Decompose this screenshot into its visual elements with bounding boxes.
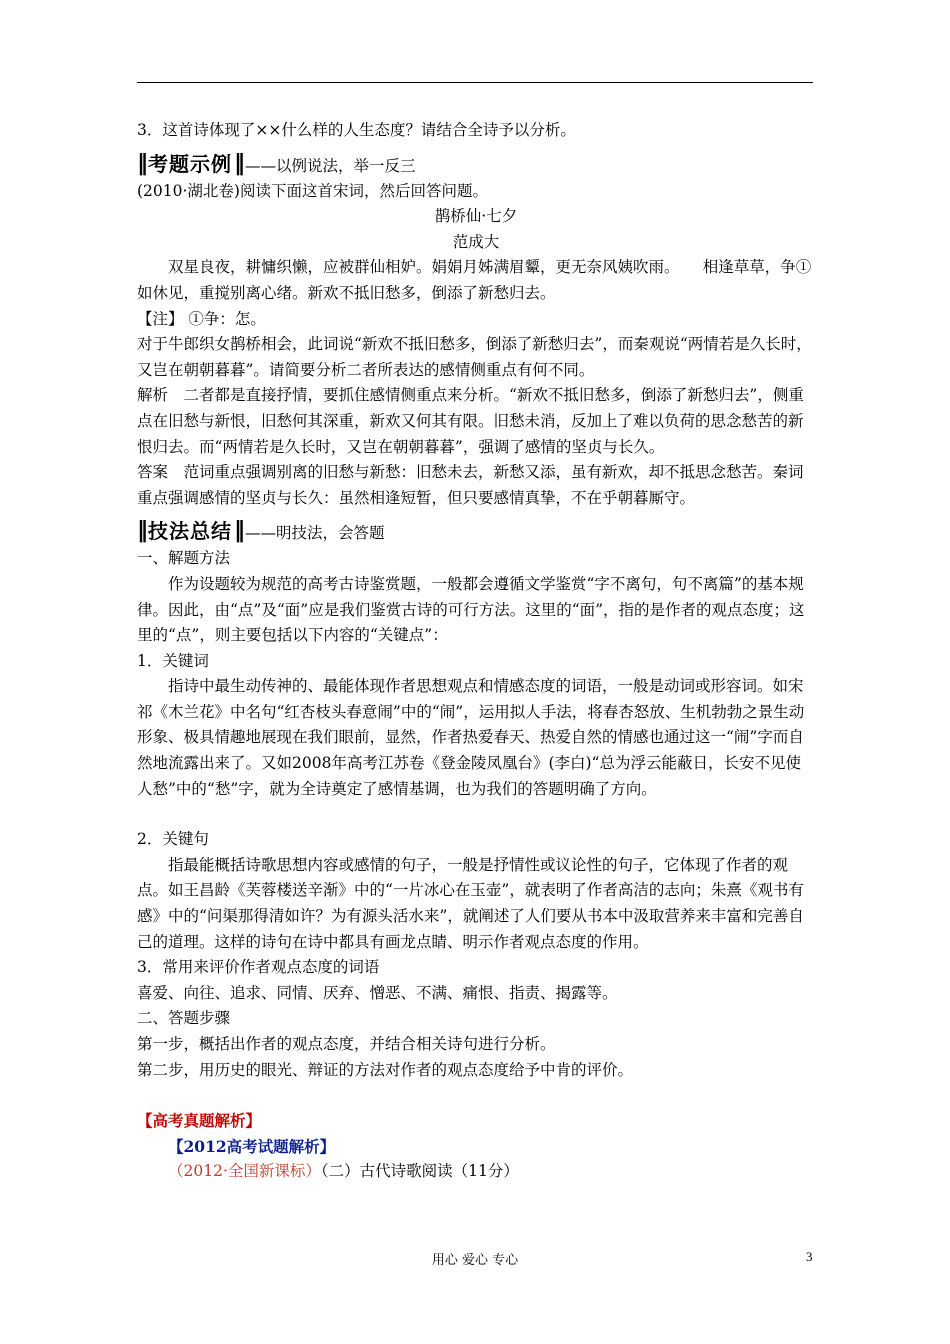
keyword-heading: 1．关键词 xyxy=(137,651,209,670)
spacer xyxy=(137,1083,815,1108)
example-analysis: 解析 二者都是直接抒情，要抓住感情侧重点来分析。“新欢不抵旧愁多，倒添了新愁归去”，侧重点在旧愁与新恨，旧愁何其深重，新欢又何其有限。旧愁未消，反加上了难以负荷的思念愁苦的新恨归去。而“两情若是久长时，又岂在朝朝暮暮”，强调了感情的坚贞与长久。 xyxy=(137,386,804,456)
poem-title: 鹊桥仙·七夕 xyxy=(434,207,518,226)
section-bar-right: ‖ xyxy=(234,518,243,544)
section-bar-left: ‖ xyxy=(137,518,146,544)
gaokao-source-rest: （二）古代诗歌阅读（11分） xyxy=(320,1162,519,1181)
section-subtitle-techniques: ——明技法，会答题 xyxy=(245,524,385,543)
question-3: 3．这首诗体现了××什么样的人生态度？请结合全诗予以分析。 xyxy=(137,121,576,139)
section-title-techniques: 技法总结 xyxy=(148,519,232,544)
example-question: 对于牛郎织女鹊桥相会，此词说“新欢不抵旧愁多，倒添了新愁归去”，而秦观说“两情若是久长时，又岂在朝朝暮暮”。请简要分析二者所表达的感情侧重点有何不同。 xyxy=(137,335,812,379)
method-paragraph: 作为设题较为规范的高考古诗鉴赏题，一般都会遵循文学鉴赏“字不离句，句不离篇”的基本规律。因此，由“点”及“面”应是我们鉴赏古诗的可行方法。这里的“面”，指的是作者的观点态度；这里的“点”，则主要包括以下内容的“关键点”： xyxy=(137,574,805,645)
spacer xyxy=(137,802,815,827)
step-1: 第一步，概括出作者的观点态度，并结合相关诗句进行分析。 xyxy=(137,1035,556,1053)
poem-note: 【注】 ①争：怎。 xyxy=(137,309,266,328)
section-title-examples: 考题示例 xyxy=(148,151,232,176)
section-subtitle-examples: ——以例说法，举一反三 xyxy=(245,156,416,175)
gaokao-heading: 【高考真题解析】 xyxy=(137,1111,262,1131)
section-header-techniques xyxy=(137,513,815,545)
header-rule xyxy=(137,82,813,83)
page-number: 3 xyxy=(806,1249,813,1264)
section-bar-left: ‖ xyxy=(137,150,146,176)
example-intro: (2010·湖北卷)阅读下面这首宋词，然后回答问题。 xyxy=(137,181,488,200)
method-heading: 一、解题方法 xyxy=(137,549,231,568)
gaokao-source-line xyxy=(137,1159,815,1185)
section-bar-right: ‖ xyxy=(234,150,243,176)
section-header-examples xyxy=(137,146,815,178)
example-answer: 答案 范词重点强调别离的旧愁与新愁：旧愁未去，新愁又添，虽有新欢，却不抵思念愁苦。秦词重点强调感情的坚贞与长久：虽然相逢短暂，但只要感情真挚，不在乎朝暮厮守。 xyxy=(137,463,804,507)
evaluation-words-heading: 3．常用来评价作者观点态度的词语 xyxy=(137,958,380,977)
step-2: 第二步，用历史的眼光、辩证的方法对作者的观点态度给予中肯的评价。 xyxy=(137,1060,634,1079)
keysentence-heading: 2．关键句 xyxy=(137,830,209,849)
gaokao-source: （2012·全国新课标） xyxy=(168,1162,321,1181)
steps-heading: 二、答题步骤 xyxy=(137,1009,231,1028)
poem-author: 范成大 xyxy=(452,232,500,251)
evaluation-words-list: 喜爱、向往、追求、同情、厌弃、憎恶、不满、痛恨、指责、揭露等。 xyxy=(137,983,618,1002)
page-footer: 用心 爱心 专心 xyxy=(431,1253,519,1268)
keysentence-paragraph: 指最能概括诗歌思想内容或感情的句子，一般是抒情性或议论性的句子，它体现了作者的观点。如王昌龄《芙蓉楼送辛渐》中的“一片冰心在玉壶”，就表明了作者高洁的志向；朱熹《观书有感》中的“问渠那得清如许？为有源头活水来”，就阐述了人们要从书本中汲取营养来丰富和完善自己的道理。这样的诗句在诗中都具有画龙点睛、明示作者观点态度的作用。 xyxy=(137,855,804,951)
gaokao-2012-heading: 【2012高考试题解析】 xyxy=(168,1136,336,1156)
poem-text: 双星良夜，耕慵织懒，应被群仙相妒。娟娟月姊满眉颦，更无奈风姨吹雨。 相逢草草，争①如休见，重搅别离心绪。新欢不抵旧愁多，倒添了新愁归去。 xyxy=(137,258,812,302)
keyword-paragraph: 指诗中最生动传神的、最能体现作者思想观点和情感态度的词语，一般是动词或形容词。如宋祁《木兰花》中名句“红杏枝头春意闹”中的“闹”，运用拟人手法，将春杏怒放、生机勃勃之景生动形象、极具情趣地展现在我们眼前，显然，作者热爱春天、热爱自然的情感也通过这一“闹”字而自然地流露出来了。又如2008年高考江苏卷《登金陵凤凰台》(李白)“总为浮云能蔽日，长安不见使人愁”中的“愁”字，就为全诗奠定了感情基调，也为我们的答题明确了方向。 xyxy=(137,677,805,798)
page-content xyxy=(137,118,815,1185)
